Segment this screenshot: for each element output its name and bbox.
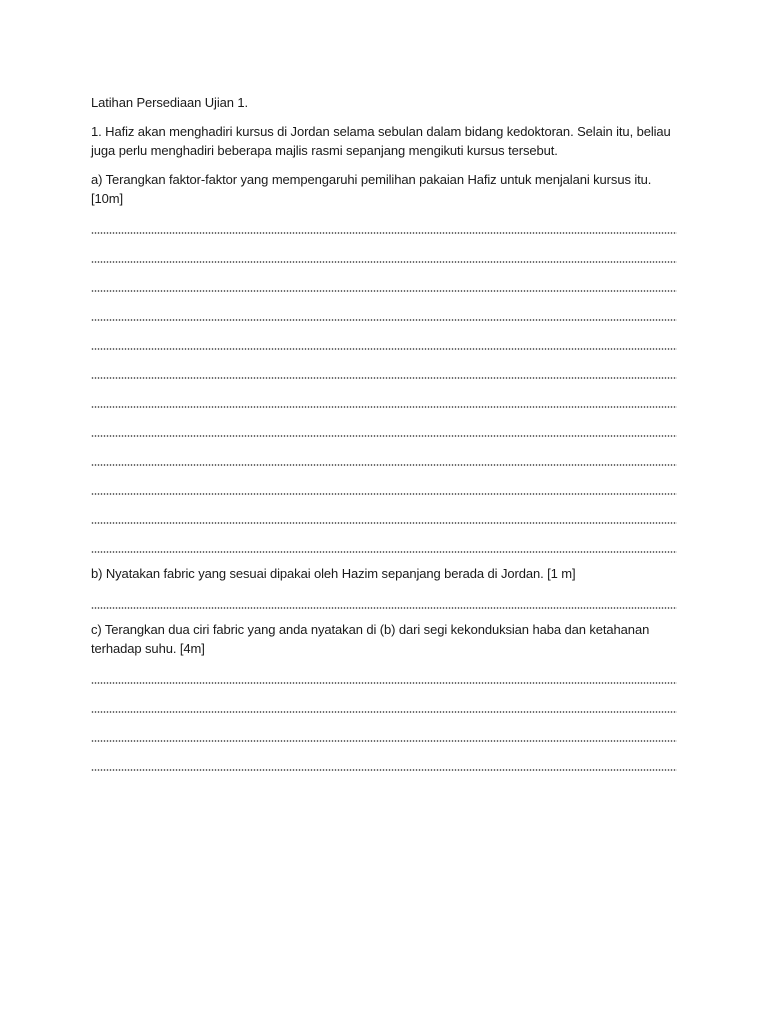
worksheet-page (91, 93, 677, 778)
answer-line (91, 587, 677, 616)
dotted-rule (91, 464, 677, 466)
answer-line (91, 691, 677, 720)
question-1c-text: c) Terangkan dua ciri fabric yang anda nyatakan di (b) dari segi kekonduksian haba dan ketahanan terhadap suhu. [4m] (91, 622, 650, 656)
dotted-rule (91, 290, 677, 292)
answer-line (91, 415, 677, 444)
answer-line (91, 749, 677, 778)
answer-line (91, 241, 677, 270)
dotted-rule (91, 493, 677, 495)
answer-line (91, 212, 677, 241)
dotted-rule (91, 522, 677, 524)
dotted-rule (91, 348, 677, 350)
answer-line (91, 270, 677, 299)
question-1a-text: a) Terangkan faktor-faktor yang mempengaruhi pemilihan pakaian Hafiz untuk menjalani kursus itu. [10m] (91, 172, 652, 206)
dotted-rule (91, 406, 677, 408)
dotted-rule (91, 319, 677, 321)
dotted-rule (91, 682, 677, 684)
dotted-rule (91, 769, 677, 771)
dotted-rule (91, 551, 677, 553)
answer-line (91, 502, 677, 531)
dotted-rule (91, 435, 677, 437)
dotted-rule (91, 711, 677, 713)
answer-line (91, 299, 677, 328)
answer-line (91, 531, 677, 560)
worksheet-title: Latihan Persediaan Ujian 1. (91, 95, 249, 110)
answer-area-1b (91, 587, 677, 616)
answer-line (91, 357, 677, 386)
question-1-intro: 1. Hafiz akan menghadiri kursus di Jordan selama sebulan dalam bidang kedoktoran. Selain itu, beliau juga perlu menghadiri beberapa majlis rasmi sepanjang mengikuti kursus tersebut. (91, 124, 671, 158)
question-1b-text: b) Nyatakan fabric yang sesuai dipakai oleh Hazim sepanjang berada di Jordan. [1 m] (91, 566, 576, 581)
answer-line (91, 444, 677, 473)
answer-area-1a (91, 212, 677, 560)
dotted-rule (91, 607, 677, 609)
dotted-rule (91, 232, 677, 234)
answer-line (91, 386, 677, 415)
dotted-rule (91, 377, 677, 379)
dotted-rule (91, 740, 677, 742)
answer-area-1c (91, 662, 677, 778)
answer-line (91, 720, 677, 749)
dotted-rule (91, 261, 677, 263)
answer-line (91, 662, 677, 691)
answer-line (91, 328, 677, 357)
answer-line (91, 473, 677, 502)
